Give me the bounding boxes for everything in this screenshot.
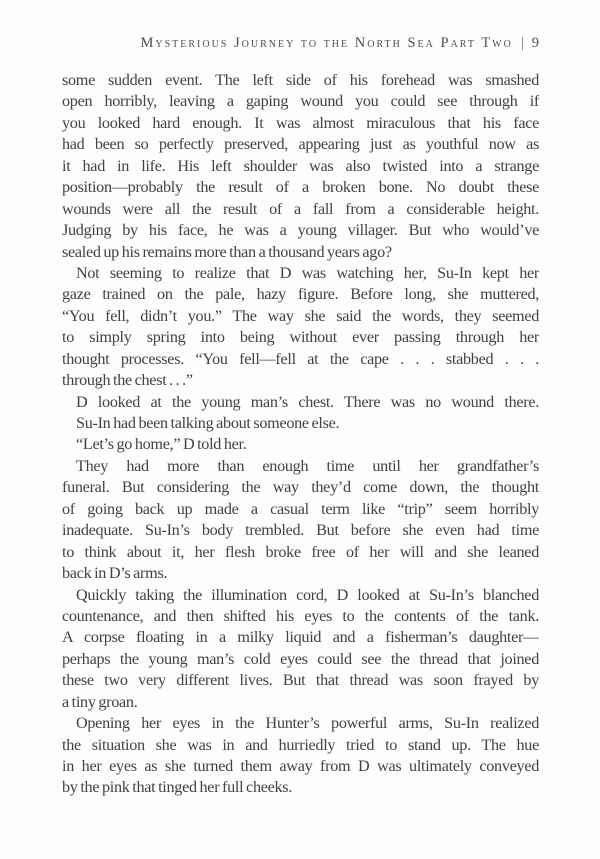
text-line: D looked at the young man’s chest. There was no wound there.	[76, 392, 539, 411]
text-line: you looked hard enough. It was almost miraculous that his face	[62, 113, 539, 132]
text-line: of going back up made a casual term like “trip” seem horribly	[62, 499, 539, 518]
text-line: “Let’s go home,” D told her.	[76, 435, 247, 454]
text-line: Not seeming to realize that D was watching her, Su-In kept her	[76, 263, 539, 282]
text-line: They had more than enough time until her grandfather’s	[76, 456, 539, 475]
text-line: “You fell, didn’t you.” The way she said the words, they seemed	[62, 306, 539, 325]
paragraph	[62, 70, 539, 263]
paragraph	[62, 713, 539, 799]
text-line: thought processes. “You fell—fell at the cape . . . stabbed . . .	[62, 349, 539, 368]
text-line: by the pink that tinged her full cheeks.	[62, 778, 293, 797]
text-line: Quickly taking the illumination cord, D looked at Su-In’s blanched	[76, 585, 539, 604]
text-line: the situation she was in and hurriedly tried to stand up. The hue	[62, 735, 539, 754]
text-line: A corpse floating in a milky liquid and a fisherman’s daughter—	[62, 628, 539, 647]
text-line: some sudden event. The left side of his forehead was smashed	[62, 71, 539, 89]
header-separator: |	[520, 35, 526, 51]
running-header	[62, 35, 539, 52]
text-line: to simply spring into being without ever passing through her	[62, 328, 539, 347]
text-line: through the chest . . .”	[62, 371, 193, 390]
text-line: gaze trained on the pale, hazy figure. Before long, she muttered,	[62, 285, 539, 304]
text-line: Opening her eyes in the Hunter’s powerful arms, Su-In realized	[76, 714, 539, 733]
text-line: wounds were all the result of a fall from a considerable height.	[62, 199, 539, 218]
text-line: inadequate. Su-In’s body trembled. But before she even had time	[62, 521, 539, 540]
page-body	[62, 70, 539, 799]
text-line: these two very different lives. But that thread was soon frayed by	[62, 671, 539, 690]
paragraph	[62, 413, 539, 434]
text-line: had been so perfectly preserved, appearing just as youthful now as	[62, 135, 539, 154]
paragraph	[62, 263, 539, 392]
text-line: open horribly, leaving a gaping wound you could see through if	[62, 92, 539, 111]
page-number: 9	[531, 35, 539, 51]
text-line: perhaps the young man’s cold eyes could see the thread that joined	[62, 649, 539, 668]
text-line: to think about it, her flesh broke free of her will and she leaned	[62, 542, 539, 561]
text-line: funeral. But considering the way they’d come down, the thought	[62, 478, 539, 497]
running-title: Mysterious Journey to the North Sea Part Two	[140, 35, 513, 51]
paragraph	[62, 392, 539, 413]
paragraph	[62, 434, 539, 455]
text-line: back in D’s arms.	[62, 564, 168, 583]
text-line: Su-In had been talking about someone else.	[76, 414, 340, 432]
text-line: it had in life. His left shoulder was also twisted into a strange	[62, 156, 539, 175]
text-line: countenance, and then shifted his eyes to the contents of the tank.	[62, 606, 539, 625]
text-line: sealed up his remains more than a thousand years ago?	[62, 242, 392, 261]
text-line: in her eyes as she turned them away from D was ultimately conveyed	[62, 757, 539, 775]
paragraph	[62, 456, 539, 585]
paragraph	[62, 585, 539, 714]
text-line: Judging by his face, he was a young villager. But who would’ve	[62, 221, 539, 240]
text-line: position—probably the result of a broken bone. No doubt these	[62, 178, 539, 197]
text-line: a tiny groan.	[62, 692, 138, 711]
